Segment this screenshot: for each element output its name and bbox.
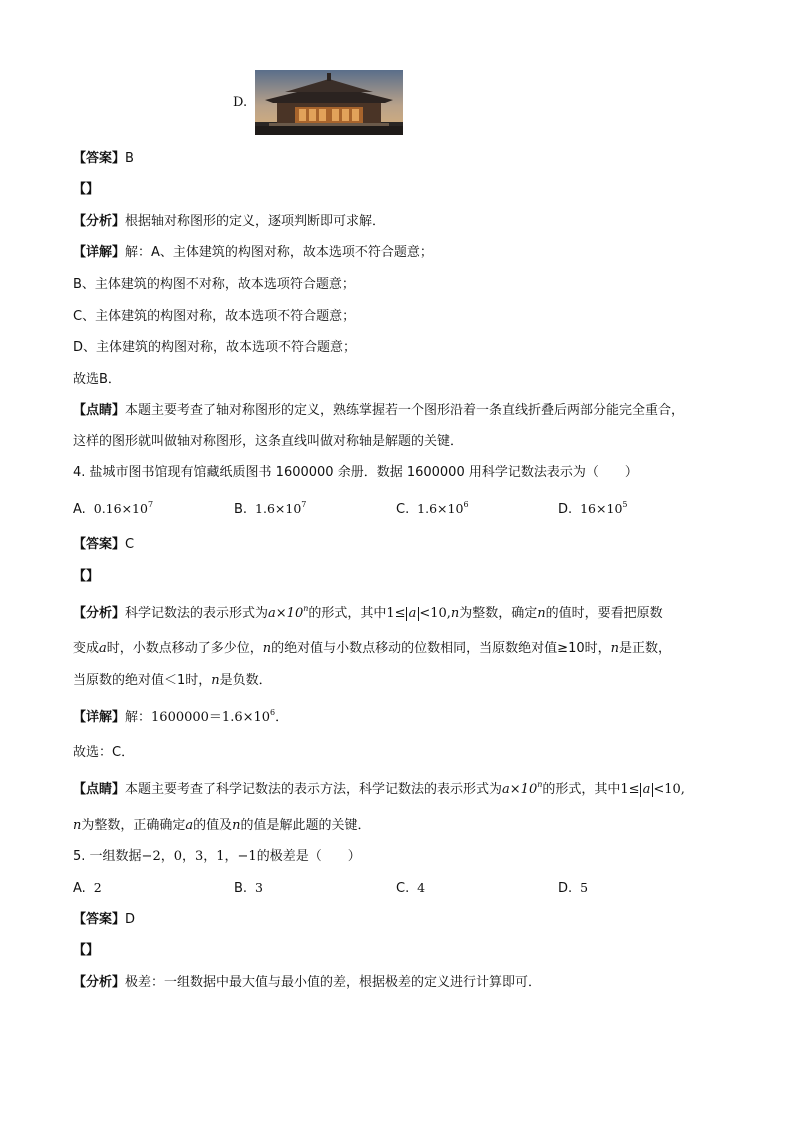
option-exponent: 5 [622,500,628,509]
answer-tag: 【答案】 [73,151,126,166]
empty-bracket: 【】 [73,569,100,584]
option-label: A. [73,502,86,517]
option-exponent: 6 [463,500,469,509]
q5-answer [73,912,135,928]
q5-analysis [73,975,541,991]
var-n: n [610,641,619,656]
q4-answer [73,537,134,553]
formula-var: a×10 [268,606,304,621]
option-value: 3 [255,880,263,895]
choice-line: 故选：C． [73,745,135,760]
analysis-tag: 【分析】 [73,975,126,990]
option-label: C. [396,502,410,517]
comment-text: 这样的图形就叫做轴对称图形，这条直线叫做对称轴是解题的关键． [73,434,464,449]
answer-tag: 【答案】 [73,912,126,927]
comment-text: 的形式，其中 [542,782,621,797]
analysis-tag: 【分析】 [73,214,126,229]
formula-exponent: n [303,604,309,613]
q4-analysis-line2 [73,641,671,657]
option-value: 2 [93,880,102,895]
q4-comment-line2 [73,818,371,834]
var-n: n [450,606,460,621]
detail-end: ． [275,710,289,725]
option-label: C. [396,881,410,896]
analysis-text: 是负数． [219,673,272,688]
analysis-text: 变成 [73,641,100,656]
q3-comment [73,403,684,419]
q4-option-b [234,501,306,518]
analysis-text: 科学记数法的表示形式为 [125,606,269,621]
q5-option-c [396,880,425,897]
analysis-text: 为整数，确定 [459,606,538,621]
comment-text: 本题主要考查了科学记数法的表示方法，科学记数法的表示形式为 [125,782,503,797]
detail-formula: 1600000＝1.6×10 [151,710,271,725]
option-label: A. [73,881,86,896]
q3-analysis [73,214,385,230]
analysis-tag: 【分析】 [73,606,126,621]
answer-tag: 【答案】 [73,537,126,552]
analysis-text: 时，小数点移动了多少位， [106,641,263,656]
comment-text: 为整数，正确确定 [81,818,186,833]
q3-detail [73,245,433,261]
comment-text: 的值及 [193,818,233,833]
var-n: n [73,818,82,833]
q5-option-d [558,880,588,897]
q4-comment [73,782,685,798]
q5-stem [73,849,361,865]
option-exponent: 7 [301,500,307,509]
comment-tag: 【点睛】 [73,403,126,418]
q4-option-d [558,501,628,518]
detail-line: 解：A、主体建筑的构图对称，故本选项不符合题意； [125,245,433,260]
q4-analysis-line3 [73,673,272,689]
option-value: 0.16×10 [93,501,148,516]
var-n: n [211,673,220,688]
analysis-text: 的值时，要看把原数 [545,606,663,621]
var-n: n [262,641,272,656]
range-end: <10, [653,782,685,797]
q4-detail [73,710,288,726]
formula-exponent: n [537,780,543,789]
abs-value: a [640,783,654,797]
var-a: a [185,818,194,833]
var-n: n [232,818,241,833]
q4-analysis [73,606,663,622]
empty-bracket: 【】 [73,943,100,958]
stem-text: 的极差是（ ） [256,849,361,864]
detail-tag: 【详解】 [73,710,126,725]
building-photo [255,70,403,135]
option-value: 16×10 [580,501,623,516]
range-start: 1≤ [620,782,640,797]
q5-option-b [234,880,263,897]
analysis-text: 是正数， [618,641,671,656]
comment-tag: 【点睛】 [73,782,126,797]
detail-text: 解： [125,710,152,725]
option-label: B. [234,502,248,517]
analysis-text: 当原数的绝对值＜1时， [73,673,212,688]
stem-data: −2，0，3，1，−1 [141,849,257,864]
stem-text: 5. 一组数据 [73,849,142,864]
comment-text: 本题主要考查了轴对称图形的定义，熟练掌握若一个图形沿着一条直线折叠后两部分能完全重合， [125,403,685,418]
formula-exponent: 6 [270,708,276,717]
q4-stem: 4. 盐城市图书馆现有馆藏纸质图书 1600000 余册．数据 1600000 用科学记数法表示为（ ） [73,465,638,480]
empty-bracket: 【】 [73,182,100,197]
var-n: n [537,606,546,621]
choice-line: 故选B． [73,372,121,387]
option-label: D. [558,881,573,896]
comment-text: 的值是解此题的关键． [240,818,371,833]
analysis-text: 的形式，其中 [308,606,387,621]
range-start: 1≤ [386,606,406,621]
var-a: a [99,641,107,656]
option-value: 1.6×10 [255,501,302,516]
formula-var: a×10 [502,782,538,797]
q4-option-c [396,501,469,518]
analysis-text: 极差：一组数据中最大值与最小值的差，根据极差的定义进行计算即可． [125,975,542,990]
q3-answer [73,151,134,167]
option-label: B. [234,881,248,896]
detail-line: D、主体建筑的构图对称，故本选项不符合题意； [73,340,357,355]
answer-value: C [125,537,135,552]
option-d-label: D. [233,95,248,110]
option-exponent: 7 [147,500,154,509]
option-value: 5 [580,880,589,895]
option-value: 4 [417,880,426,895]
analysis-text: 根据轴对称图形的定义，逐项判断即可求解． [125,214,386,229]
q5-option-a [73,880,102,897]
abs-value: a [406,607,420,621]
analysis-text: 的绝对值与小数点移动的位数相同，当原数绝对值≥10时， [271,641,611,656]
answer-value: B [125,151,134,166]
detail-tag: 【详解】 [73,245,126,260]
range-end: <10, [419,606,451,621]
detail-line: B、主体建筑的构图不对称，故本选项符合题意； [73,277,355,292]
option-value: 1.6×10 [417,501,464,516]
answer-value: D [125,912,136,927]
option-label: D. [558,502,573,517]
detail-line: C、主体建筑的构图对称，故本选项不符合题意； [73,309,356,324]
q4-option-a [73,501,153,518]
